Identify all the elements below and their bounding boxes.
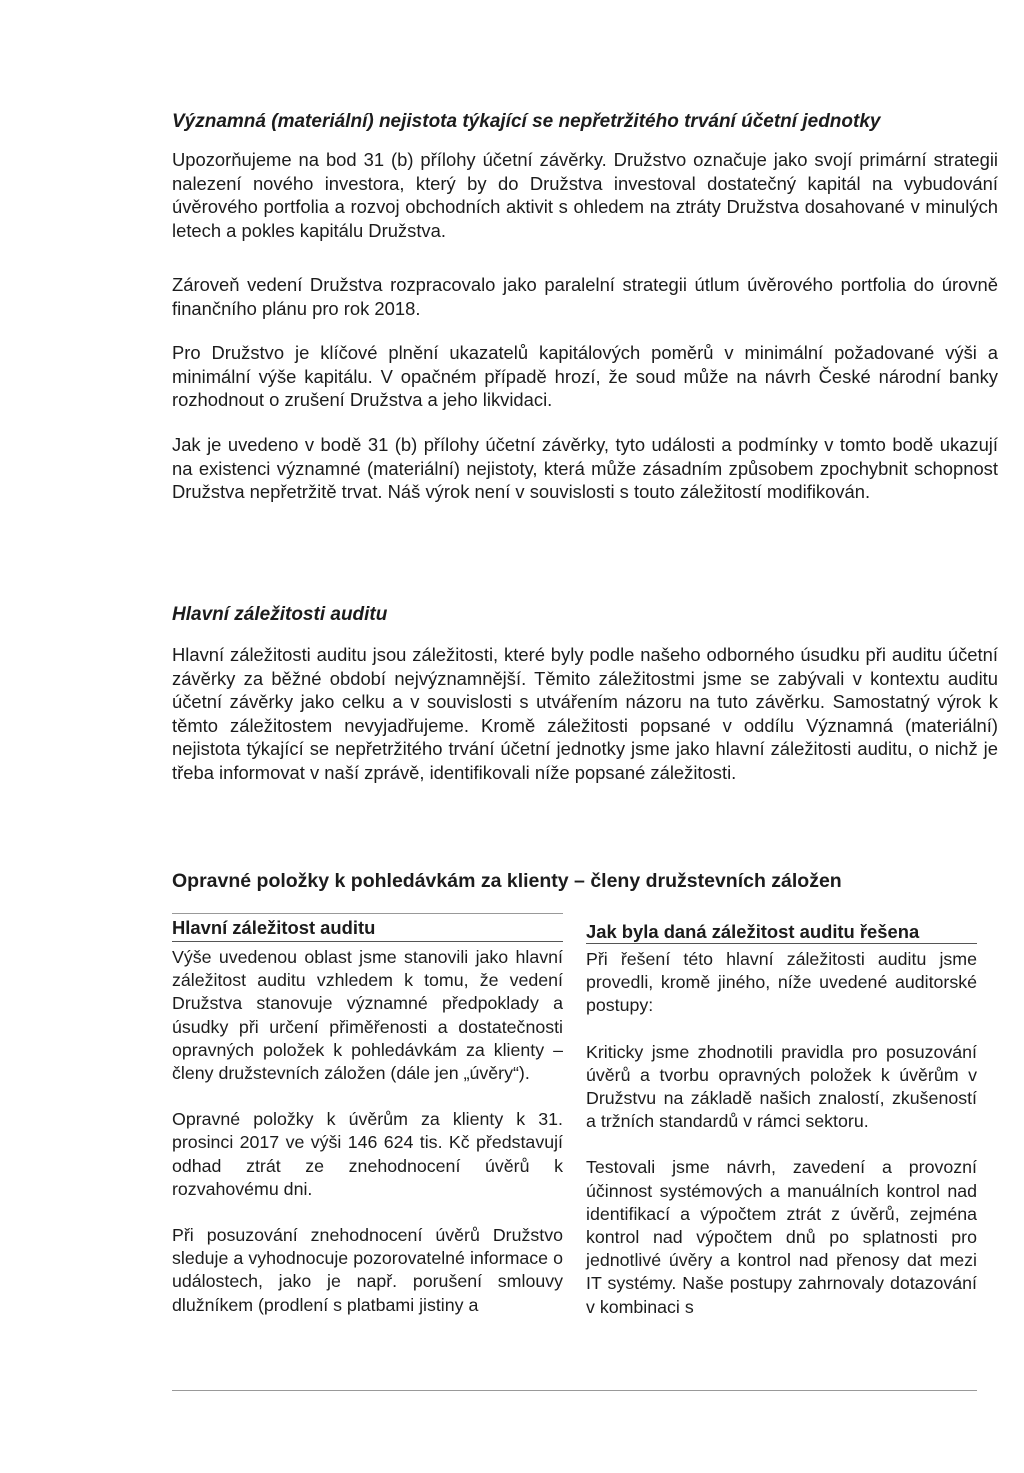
going-concern-paragraph-2: Zároveň vedení Družstva rozpracovalo jako paralelní strategii útlum úvěrového portfolia do úrovně finančního plánu pro rok 2018. — [172, 274, 998, 319]
table-right-column — [586, 948, 977, 1319]
going-concern-paragraph-1: Upozorňujeme na bod 31 (b) přílohy účetní závěrky. Družstvo označuje jako svojí primární strategii nalezení nového investora, který by do Družstva investoval dostatečný kapitál na vybudování úvěrového portfolia a rozvoj obchodních aktivit s ohledem na ztráty Družstva dosahované v minulých letech a pokles kapitálu Družstva. — [172, 149, 998, 241]
going-concern-paragraph-3: Pro Družstvo je klíčové plnění ukazatelů kapitálových poměrů v minimální požadované výši a minimální výše kapitálu. V opačném případě hrozí, že soud může na návrh České národní banky rozhodnout o zrušení Družstva a jeho likvidaci. — [172, 342, 998, 411]
table-right-paragraph-3: Testovali jsme návrh, zavedení a provozní účinnost systémových a manuálních kontrol nad identifikací a výpočtem ztrát z úvěrů, zejména kontrol nad výpočtem dnů po splatnosti pro jednotlivé úvěry a kontrol nad přenosy dat mezi IT systémy. Naše postupy zahrnovaly dotazování v kombinaci s — [586, 1157, 977, 1317]
table-left-paragraph-1: Výše uvedenou oblast jsme stanovili jako hlavní záležitost auditu vzhledem k tomu, že vedení Družstva stanovuje významné předpoklady a úsudky při určení přiměřenosti a dostatečnosti opravných položek k pohledávkám za klienty – členy družstevních záložen (dále jen „úvěry“). — [172, 947, 563, 1084]
table-header-right: Jak byla daná záležitost auditu řešena — [586, 921, 920, 942]
going-concern-heading: Významná (materiální) nejistota týkající se nepřetržitého trvání účetní jednotky — [172, 111, 881, 132]
table-left-paragraph-3: Při posuzování znehodnocení úvěrů Družstvo sleduje a vyhodnocuje pozorovatelné informace o událostech, jako je např. porušení smlouvy dlužníkem (prodlení s platbami jistiny a — [172, 1225, 563, 1315]
table-right-paragraph-1: Při řešení této hlavní záležitosti auditu jsme provedli, kromě jiného, níže uvedené auditorské postupy: — [586, 949, 977, 1016]
table-left-column — [172, 946, 563, 1317]
table-header-rule-left — [172, 941, 563, 942]
table-top-rule-left — [172, 913, 563, 914]
table-header-left: Hlavní záležitost auditu — [172, 917, 376, 938]
table-right-paragraph-2: Kriticky jsme zhodnotili pravidla pro posuzování úvěrů a tvorbu opravných položek k úvěrům v Družstvu na základě našich znalostí, zkušeností a tržních standardů v rámci sektoru. — [586, 1041, 977, 1132]
allowances-heading: Opravné položky k pohledávkám za klienty – členy družstevních záložen — [172, 870, 842, 892]
key-audit-matters-paragraph: Hlavní záležitosti auditu jsou záležitosti, které byly podle našeho odborného úsudku při auditu účetní závěrky za běžné období nejvýznamnější. Těmito záležitostmi jsme se zabývali v kontextu auditu účetní závěrky jako celku a v souvislosti s utvářením názoru na tuto závěrku. Samostatný výrok k těmto záležitostem nevyjadřujeme. Kromě záležitosti popsané v oddílu Významná (materiální) nejistota týkající se nepřetržitého trvání účetní jednotky jsme jako hlavní záležitosti auditu, o nichž je třeba informovat v naší zprávě, identifikovali níže popsané záležitosti. — [172, 644, 998, 783]
table-left-paragraph-2: Opravné položky k úvěrům za klienty k 31. prosinci 2017 ve výši 146 624 tis. Kč představují odhad ztrát ze znehodnocení úvěrů k rozvahovému dni. — [172, 1109, 563, 1199]
key-audit-matters-heading: Hlavní záležitosti auditu — [172, 604, 388, 625]
table-header-rule-right — [586, 943, 977, 944]
going-concern-paragraph-4: Jak je uvedeno v bodě 31 (b) přílohy účetní závěrky, tyto události a podmínky v tomto bodě ukazují na existenci významné (materiální) nejistoty, která může zásadním způsobem zpochybnit schopnost Družstva nepřetržitě trvat. Náš výrok není v souvislosti s touto záležitostí modifikován. — [172, 434, 998, 503]
table-bottom-rule — [172, 1390, 977, 1391]
